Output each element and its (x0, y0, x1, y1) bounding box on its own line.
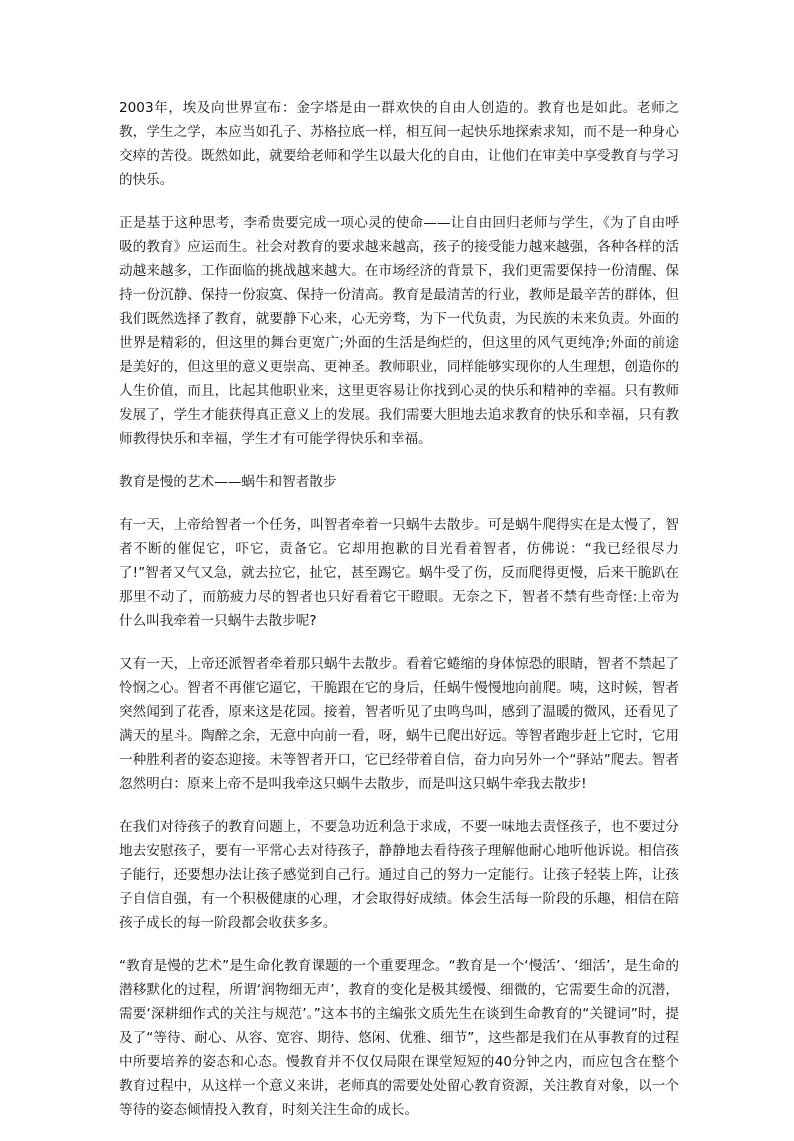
paragraph-child-education: 在我们对待孩子的教育问题上，不要急功近利急于求成，不要一味地去责怪孩子，也不要过分地去安慰孩子，要有一平常心去对待孩子，静静地去看待孩子理解他耐心地听他诉说。相信孩子能行，还要想办法让孩子感觉到自己行。通过自己的努力一定能行。让孩子轻装上阵，让孩子自信自强，有一个积极健康的心理，才会取得好成绩。体会生活每一阶段的乐趣，相信在陪孩子成长的每一阶段都会收获多多。 (119, 819, 679, 931)
paragraph-snail-story-2: 又有一天，上帝还派智者牵着那只蜗牛去散步。看着它蜷缩的身体惊恐的眼睛，智者不禁起了怜悯之心。智者不再催它逼它，干脆跟在它的身后，任蜗牛慢慢地向前爬。咦，这时候，智者突然闻到了花香，原来这是花园。接着，智者听见了虫鸣鸟叫，感到了温暖的微风，还看见了满天的星斗。陶醉之余，无意中向前一看，呀，蜗牛已爬出好远。等智者跑步赶上它时，它用一种胜利者的姿态迎接。未等智者开口，它已经带着自信，奋力向另外一个“驿站”爬去。智者忽然明白：原来上帝不是叫我牵这只蜗牛去散步，而是叫这只蜗牛牵我去散步! (119, 656, 679, 792)
paragraph-pyramid-intro: 2003年，埃及向世界宣布：金字塔是由一群欢快的自由人创造的。教育也是如此。老师之教，学生之学，本应当如孔子、苏格拉底一样，相互间一起快乐地探索求知，而不是一种身心交瘁的苦役。既然如此，就要给老师和学生以最大化的自由，让他们在审美中享受教育与学习的快乐。 (119, 100, 679, 188)
paragraph-free-education: 正是基于这种思考，李希贵要完成一项心灵的使命——让自由回归老师与学生，《为了自由呼吸的教育》应运而生。社会对教育的要求越来越高，孩子的接受能力越来越强，各种各样的活动越来越多，工作面临的挑战越来越大。在市场经济的背景下，我们更需要保持一份清醒、保持一份沉静、保持一份寂寞、保持一份清高。教育是最清苦的行业，教师是最辛苦的群体，但我们既然选择了教育，就要静下心来，心无旁骛，为下一代负责，为民族的未来负责。外面的世界是精彩的，但这里的舞台更宽广;外面的生活是绚烂的，但这里的风气更纯净;外面的前途是美好的，但这里的意义更崇高、更神圣。教师职业，同样能够实现你的人生理想，创造你的人生价值，而且，比起其他职业来，这里更容易让你找到心灵的快乐和精神的幸福。只有教师发展了，学生才能获得真正意义上的发展。我们需要大胆地去追求教育的快乐和幸福，只有教师教得快乐和幸福，学生才有可能学得快乐和幸福。 (119, 215, 679, 447)
section-heading-slow-art: 教育是慢的艺术——蜗牛和智者散步 (119, 474, 337, 490)
paragraph-slow-education-concept: “教育是慢的艺术”是生命化教育课题的一个重要理念。“教育是一个‘慢活’、‘细活’，是生命的潜移默化的过程，所谓‘润物细无声’，教育的变化是极其缓慢、细微的，它需要生命的沉潜，需要‘深耕细作式的关注与规范’。”这本书的主编张文质先生在谈到生命教育的“关键词”时，提及了“等待、耐心、从容、宽容、期待、悠闲、优雅、细节”，这些都是我们在从事教育的过程中所要培养的姿态和心态。慢教育并不仅仅局限在课堂短短的40分钟之内，而应包含在整个教育过程中，从这样一个意义来讲，老师真的需要处处留心教育资源，关注教育对象，以一个等待的姿态倾情投入教育，时刻关注生命的成长。 (119, 958, 679, 1118)
document-page (119, 96, 679, 1141)
paragraph-snail-story-1: 有一天，上帝给智者一个任务，叫智者牵着一只蜗牛去散步。可是蜗牛爬得实在是太慢了，智者不断的催促它，吓它，责备它。它却用抱歉的目光看着智者，仿佛说：“我已经很尽力了!”智者又气又急，就去拉它，扯它，甚至踢它。蜗牛受了伤，反而爬得更慢，后来干脆趴在那里不动了，而筋疲力尽的智者也只好看着它干瞪眼。无奈之下，智者不禁有些奇怪:上帝为什么叫我牵着一只蜗牛去散步呢? (119, 517, 679, 629)
